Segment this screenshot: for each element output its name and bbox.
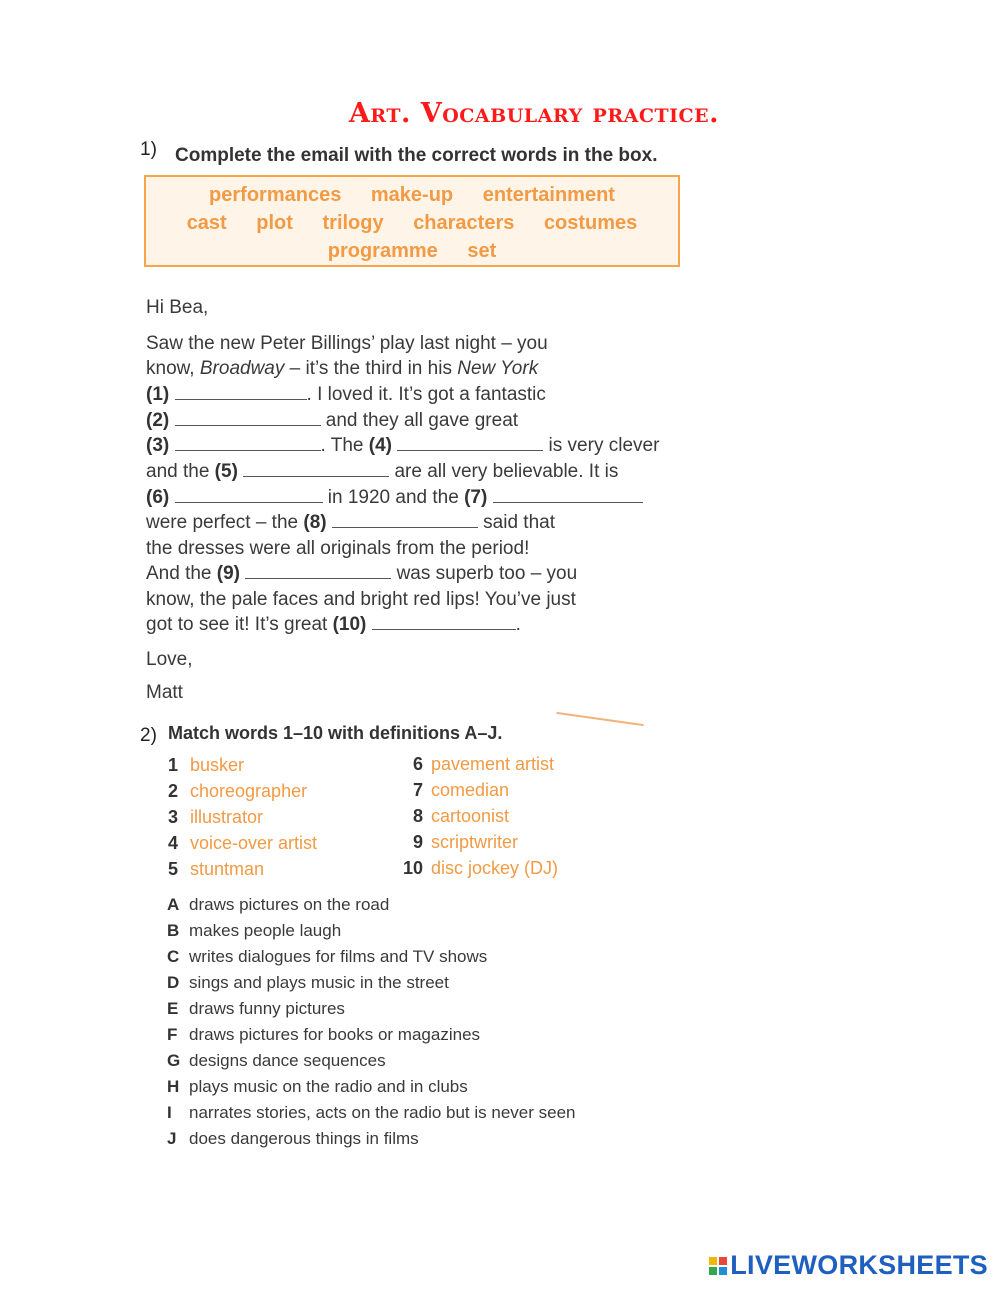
word-item: 10 disc jockey (DJ) [402,858,559,878]
gap-9-blank[interactable] [245,564,391,579]
word-item: 9 scriptwriter [412,832,519,852]
email-signature: Matt [146,682,183,703]
gap-4-blank[interactable] [397,436,543,451]
play-title: Broadway [199,358,285,379]
word-box [144,175,680,267]
word-option: set [467,240,497,262]
word-option: programme [327,240,438,262]
email-line-6: and the (5) are all very believable. It is [146,461,619,482]
gap-5-blank[interactable] [243,462,389,477]
exercise-1-instruction: Complete the email with the correct words in the box. [175,145,658,166]
word-item: 8 cartoonist [412,806,510,826]
word-item: 6 pavement artist [412,754,555,774]
ink-smudge [556,712,643,726]
email-line-1: Saw the new Peter Billings’ play last night – you [146,333,548,354]
word-box-row-1 [146,184,678,207]
word-box-row-2 [146,212,678,235]
definition-item: C writes dialogues for films and TV shows [167,947,488,966]
word-option: make-up [370,184,454,206]
word-item: 2 choreographer [168,781,308,801]
definition-item: E draws funny pictures [167,999,345,1018]
email-line-3: (1) . I loved it. It’s got a fantastic [146,384,546,405]
definition-item: I narrates stories, acts on the radio but is never seen [167,1103,576,1122]
definition-item: F draws pictures for books or magazines [167,1025,481,1044]
word-item: 4 voice-over artist [168,833,318,853]
exercise-2-number: 2) [140,725,157,746]
gap-1-blank[interactable] [175,385,307,400]
definition-item: A draws pictures on the road [167,895,390,914]
email-line-5: (3) . The (4) is very clever [146,435,660,456]
gap-10-blank[interactable] [372,615,516,630]
word-option: cast [186,212,227,234]
definition-item: J does dangerous things in films [167,1129,419,1148]
gap-number: (4) [368,435,392,456]
gap-number: (10) [332,614,367,635]
definition-item: G designs dance sequences [167,1051,386,1070]
word-option: costumes [543,212,638,234]
email-line-4: (2) and they all gave great [146,410,519,431]
gap-number: (7) [464,487,488,508]
gap-number: (8) [303,512,327,533]
gap-number: (9) [216,563,241,584]
gap-7-blank[interactable] [493,488,643,503]
logo-text: LIVEWORKSHEETS [730,1250,988,1280]
series-title: New York [457,358,539,379]
word-item: 7 comedian [412,780,510,800]
gap-3-blank[interactable] [175,436,321,451]
word-option: entertainment [482,184,615,206]
definition-item: D sings and plays music in the street [167,973,449,992]
gap-number: (5) [214,461,238,482]
word-box-row-3 [146,240,678,263]
email-line-8: were perfect – the (8) said that [146,512,555,533]
gap-number: (2) [146,410,170,431]
word-item: 3 illustrator [168,807,264,827]
email-line-10: And the (9) was superb too – you [146,563,578,584]
word-option: plot [256,212,293,234]
exercise-1-number: 1) [140,139,157,160]
email-signoff: Love, [146,649,193,670]
word-item: 5 stuntman [168,859,265,879]
word-option: trilogy [322,212,384,234]
definition-item: B makes people laugh [167,921,342,940]
email-line-9: the dresses were all originals from the period! [146,538,530,559]
gap-6-blank[interactable] [175,488,323,503]
gap-number: (6) [146,487,170,508]
email-line-11: know, the pale faces and bright red lips! You’ve just [146,589,576,610]
email-greeting: Hi Bea, [146,297,209,318]
word-item: 1 busker [168,755,245,775]
liveworksheets-logo[interactable] [709,1250,988,1281]
gap-2-blank[interactable] [175,411,321,426]
definition-item: H plays music on the radio and in clubs [167,1077,468,1096]
logo-mark-icon [709,1257,727,1275]
word-option: performances [209,184,342,206]
email-line-12: got to see it! It’s great (10) . [146,614,521,635]
email-line-7: (6) in 1920 and the (7) [146,487,643,509]
page-title: Art. Vocabulary practice. [348,98,720,129]
gap-number: (1) [146,384,170,405]
word-option: characters [413,212,515,234]
exercise-2-instruction: Match words 1–10 with definitions A–J. [168,723,503,743]
email-line-2: know, Broadway – it’s the third in his New York [146,358,539,379]
gap-8-blank[interactable] [332,513,478,528]
gap-number: (3) [146,435,170,456]
